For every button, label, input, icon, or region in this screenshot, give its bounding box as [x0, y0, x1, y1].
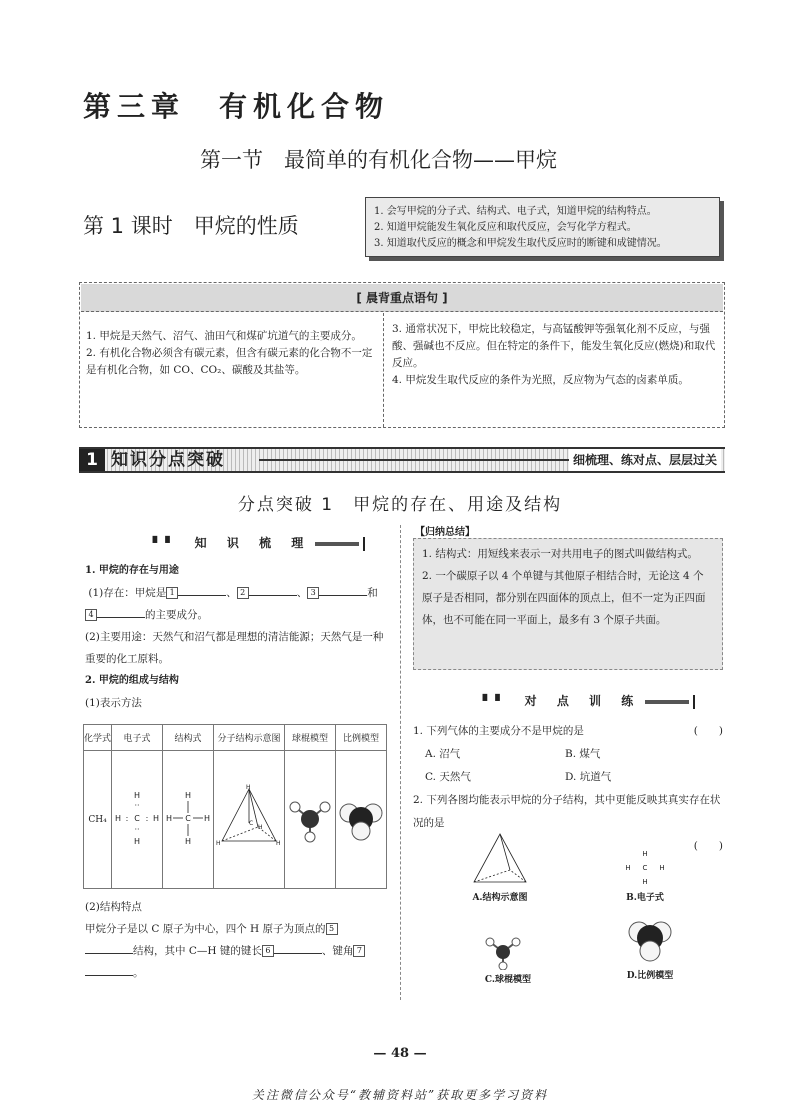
- recite-right: [392, 321, 720, 389]
- usage-text: (2)主要用途：天然气和沼气都是理想的清洁能源；天然气是一种重要的化工原料。: [85, 631, 384, 665]
- existence-line2: 4 的主要成分。: [85, 604, 385, 626]
- electron-formula: [112, 751, 163, 889]
- table-header: 球棍模型: [285, 725, 336, 751]
- summary-item: 2. 一个碳原子以 4 个单键与其他原子相结合时，无论这 4 个原子是否相同，都分别在四面体的顶点上，但不一定为正四面体，也不可能在同一平面上，最多有 3 个原子共面。: [422, 570, 706, 626]
- bookmark-icon: ▝▘: [478, 694, 513, 708]
- structure-text: 甲烷分子是以 C 原子为中心，四个 H 原子为顶点的 5结构，其中 C—H 键的键长 6 、键角 7。: [85, 918, 385, 984]
- goal-item: 2. 知道甲烷能发生氧化反应和取代反应，会写化学方程式。: [374, 222, 637, 233]
- svg-text:H: H: [642, 878, 648, 886]
- svg-text:C: C: [642, 864, 648, 872]
- option: A. 沼气: [425, 748, 461, 760]
- goal-item: 3. 知道取代反应的概念和甲烷发生取代反应时的断键和成键情况。: [374, 238, 667, 249]
- structural-formula: [163, 751, 214, 889]
- svg-text:H: H: [152, 814, 160, 823]
- recite-left: [86, 328, 378, 379]
- column-divider: [400, 525, 401, 1000]
- svg-text::: :: [125, 814, 129, 823]
- summary-item: 1. 结构式：用短线来表示一对共用电子的图式叫做结构式。: [422, 548, 698, 560]
- recite-divider: [383, 313, 384, 427]
- recite-box: [79, 282, 725, 428]
- svg-text:H: H: [184, 837, 192, 846]
- table-header: 化学式: [84, 725, 112, 751]
- methods-table: [83, 724, 387, 889]
- table-header: 电子式: [112, 725, 163, 751]
- svg-text::: :: [145, 814, 149, 823]
- ball-stick-model: [285, 751, 336, 889]
- band-line: [259, 459, 599, 461]
- practice-heading: ▝▘ 对 点 训 练: [478, 692, 695, 709]
- svg-text:H: H: [625, 864, 631, 872]
- option-d-figure: [625, 912, 715, 992]
- knowledge-body: [85, 560, 385, 714]
- lesson-title: 第 1 课时 甲烷的性质: [83, 214, 299, 238]
- option-label: B.电子式: [626, 893, 664, 903]
- option-label: A.结构示意图: [472, 893, 528, 903]
- option: B. 煤气: [565, 748, 601, 760]
- question-1: 1. 下列气体的主要成分不是甲烷的是 ( ): [413, 720, 723, 743]
- svg-text:C: C: [134, 814, 140, 823]
- structure-features: [85, 896, 385, 984]
- svg-text:H: H: [642, 850, 648, 858]
- svg-text:H: H: [246, 784, 251, 791]
- svg-text:··: ··: [134, 801, 140, 810]
- option-label: C.球棍模型: [484, 975, 532, 985]
- option: C. 天然气: [425, 771, 471, 783]
- svg-text:··: ··: [134, 825, 140, 834]
- structure-heading: (2)结构特点: [85, 901, 142, 913]
- summary-label: 【归纳总结】: [415, 527, 475, 538]
- option-label: D.比例模型: [626, 971, 674, 981]
- band-subtitle: 细梳理、练对点、层层过关: [569, 449, 721, 471]
- option: D. 坑道气: [565, 771, 612, 783]
- svg-text:C: C: [249, 820, 254, 827]
- formula-cell: CH₄: [84, 751, 112, 889]
- svg-text:H: H: [276, 840, 281, 847]
- existence-line: (1)存在：甲烷是 1 、 2 、 3 和: [85, 582, 385, 604]
- topic-title: 分点突破 1 甲烷的存在、用途及结构: [237, 495, 563, 515]
- svg-text:H: H: [133, 791, 141, 800]
- knowledge-heading: ▝▘ 知 识 梳 理: [148, 534, 365, 551]
- table-header: 结构式: [163, 725, 214, 751]
- page-number: — 48 —: [373, 1046, 427, 1061]
- option-c-figure: [478, 930, 568, 990]
- svg-text:C: C: [185, 814, 191, 823]
- recite-title: [ 晨背重点语句 ]: [81, 284, 723, 312]
- recite-item: 3. 通常状况下，甲烷比较稳定，与高锰酸钾等强氧化剂不反应，与强酸、强碱也不反应。但在特定的条件下，能发生氧化反应(燃烧)和取代反应。: [392, 323, 716, 369]
- svg-text:H: H: [133, 837, 141, 846]
- summary-box: [413, 538, 723, 670]
- band-number: 1: [79, 449, 105, 471]
- svg-text:H: H: [114, 814, 122, 823]
- section-band: [79, 447, 725, 473]
- goal-item: 1. 会写甲烷的分子式、结构式、电子式，知道甲烷的结构特点。: [374, 206, 657, 217]
- space-filling-model: [336, 751, 387, 889]
- option-a-figure: [460, 830, 540, 910]
- svg-text:H: H: [216, 840, 221, 847]
- svg-text:H: H: [184, 791, 192, 800]
- chapter-title: 第三章 有机化合物: [83, 90, 390, 123]
- table-header: 分子结构示意图: [214, 725, 285, 751]
- question-2: 2. 下列各图均能表示甲烷的分子结构，其中更能反映其真实存在状况的是: [413, 794, 721, 829]
- footer-note: 关注微信公众号“教辅资料站”获取更多学习资料: [251, 1088, 549, 1102]
- svg-text:H: H: [659, 864, 665, 872]
- learning-goals: [365, 197, 720, 257]
- recite-item: 1. 甲烷是天然气、沼气、油田气和煤矿坑道气的主要成分。: [86, 330, 362, 342]
- option-b-figure: [620, 848, 700, 908]
- table-header: 比例模型: [336, 725, 387, 751]
- recite-item: 2. 有机化合物必须含有碳元素，但含有碳元素的化合物不一定是有机化合物，如 CO、CO₂、碳酸及其盐等。: [86, 347, 373, 376]
- knowledge-h2: 2. 甲烷的组成与结构: [85, 675, 179, 686]
- bookmark-icon: ▝▘: [148, 536, 183, 550]
- recite-item: 4. 甲烷发生取代反应的条件为光照，反应物为气态的卤素单质。: [392, 374, 689, 386]
- svg-text:H: H: [165, 814, 173, 823]
- band-title: 知识分点突破: [111, 450, 225, 470]
- svg-text:H: H: [258, 824, 263, 831]
- svg-text:H: H: [203, 814, 211, 823]
- tetrahedron-diagram: [214, 751, 285, 889]
- answer-paren: ( ): [693, 840, 723, 852]
- methods-label: (1)表示方法: [85, 697, 142, 709]
- knowledge-h1: 1. 甲烷的存在与用途: [85, 565, 179, 576]
- section-title: 第一节 最简单的有机化合物——甲烷: [200, 148, 557, 172]
- answer-paren: ( ): [693, 725, 723, 737]
